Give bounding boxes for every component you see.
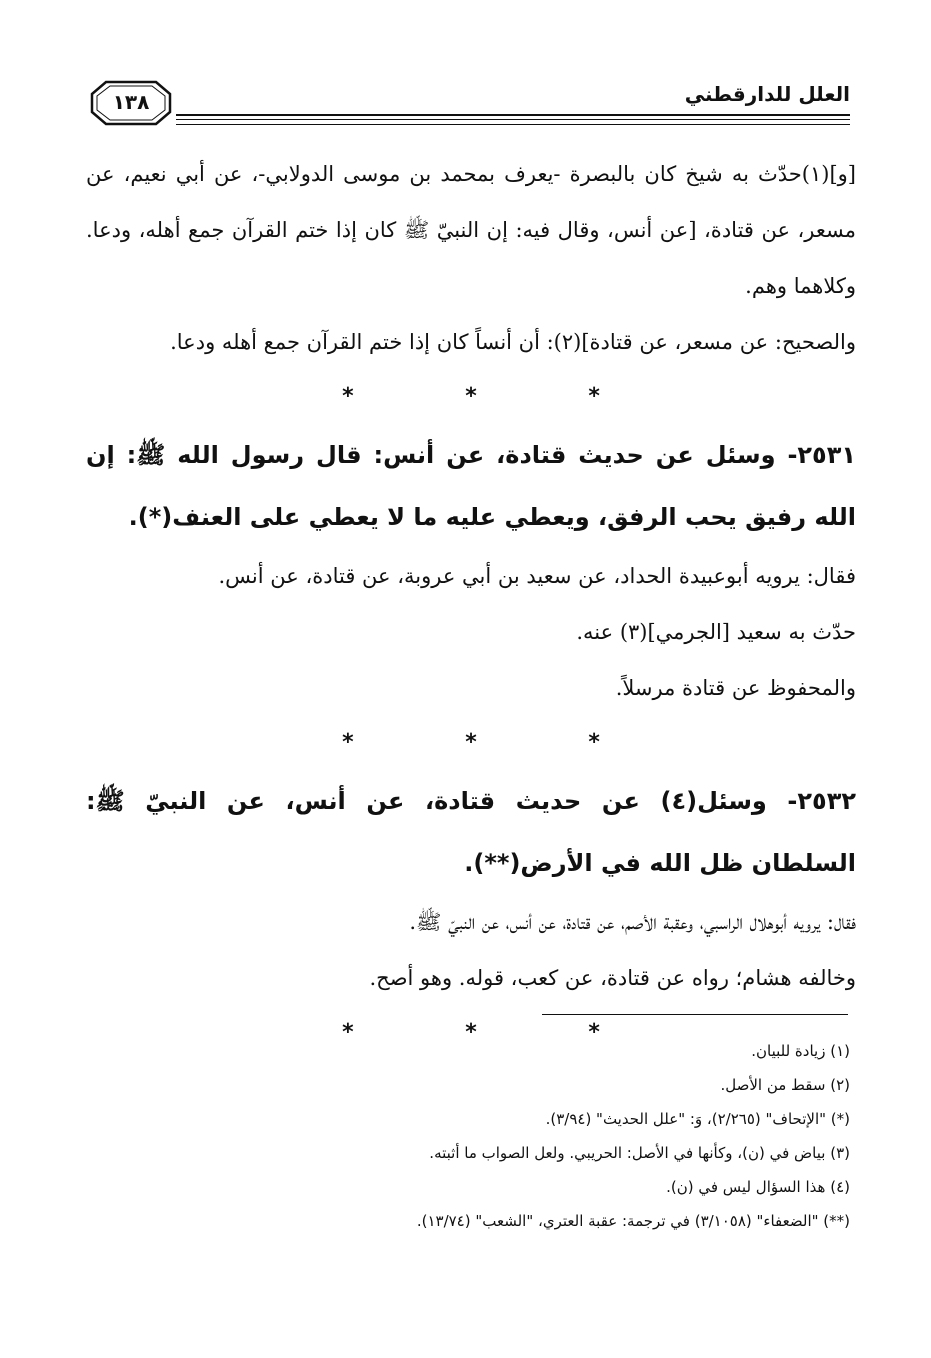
footnote: (٢) سقط من الأصل.	[720, 1076, 850, 1094]
page-number-badge	[90, 80, 172, 126]
page-number: ١٣٨	[112, 90, 150, 114]
paragraph: [و](١)حدّث به شيخ كان بالبصرة -يعرف بمحمد بن موسى الدولابي-، عن أبي نعيم، عن مسعر، عن قتادة، [عن أنس، وقال فيه: إن النبيّ ﷺ كان إذا ختم القرآن جمع أهله، ودعا. وكلاهما وهم.	[86, 162, 856, 298]
header-rule	[176, 114, 850, 116]
section-separator: * * *	[342, 384, 652, 409]
header-rule-thin	[176, 124, 850, 125]
section-separator: * * *	[342, 1020, 652, 1045]
footnotes	[86, 1034, 850, 1238]
paragraph: حدّث به سعيد [الجرمي](٣) عنه.	[576, 620, 856, 644]
hadith-heading-2532: ٢٥٣٢- وسئل(٤) عن حديث قتادة، عن أنس، عن النبيّ ﷺ: السلطان ظل الله في الأرض(**).	[86, 787, 856, 877]
footnote: (٤) هذا السؤال ليس في (ن).	[666, 1178, 850, 1196]
page-header	[90, 74, 850, 128]
paragraph: والصحيح: عن مسعر، عن قتادة](٢): أن أنساً كان إذا ختم القرآن جمع أهله ودعا.	[170, 330, 856, 354]
hadith-heading-2531: ٢٥٣١- وسئل عن حديث قتادة، عن أنس: قال رسول الله ﷺ: إن الله رفيق يحب الرفق، ويعطي عليه ما لا يعطي على العنف(*).	[86, 441, 856, 531]
footnote: (*) "الإتحاف" (٢/٢٦٥)، وَ: "علل الحديث" (٣/٩٤).	[545, 1110, 850, 1128]
header-rule-thin	[176, 119, 850, 120]
footnote: (١) زيادة للبيان.	[751, 1042, 850, 1060]
paragraph: والمحفوظ عن قتادة مرسلاً.	[615, 676, 856, 700]
section-separator: * * *	[342, 730, 652, 755]
main-text	[86, 146, 856, 1060]
footnote: (٣) بياض في (ن)، وكأنها في الأصل: الحريبي. ولعل الصواب ما أثبته.	[429, 1144, 850, 1162]
paragraph: فقال: يرويه أبوعبيدة الحداد، عن سعيد بن أبي عروبة، عن قتادة، عن أنس.	[218, 564, 856, 588]
footnote-separator	[542, 1014, 848, 1015]
paragraph: وخالفه هشام؛ رواه عن قتادة، عن كعب، قوله. وهو أصح.	[369, 966, 856, 990]
paragraph: فقال: يرويه أبوهلال الراسبي، وعقبة الأصم، عن قتادة، عن أنس، عن النبيّ ﷺ.	[409, 910, 856, 934]
footnote: (**) "الضعفاء" (٣/١٠٥٨) في ترجمة: عقبة العتري، "الشعب" (١٣/٧٤).	[416, 1212, 850, 1230]
running-title: العلل للدارقطني	[684, 82, 850, 106]
